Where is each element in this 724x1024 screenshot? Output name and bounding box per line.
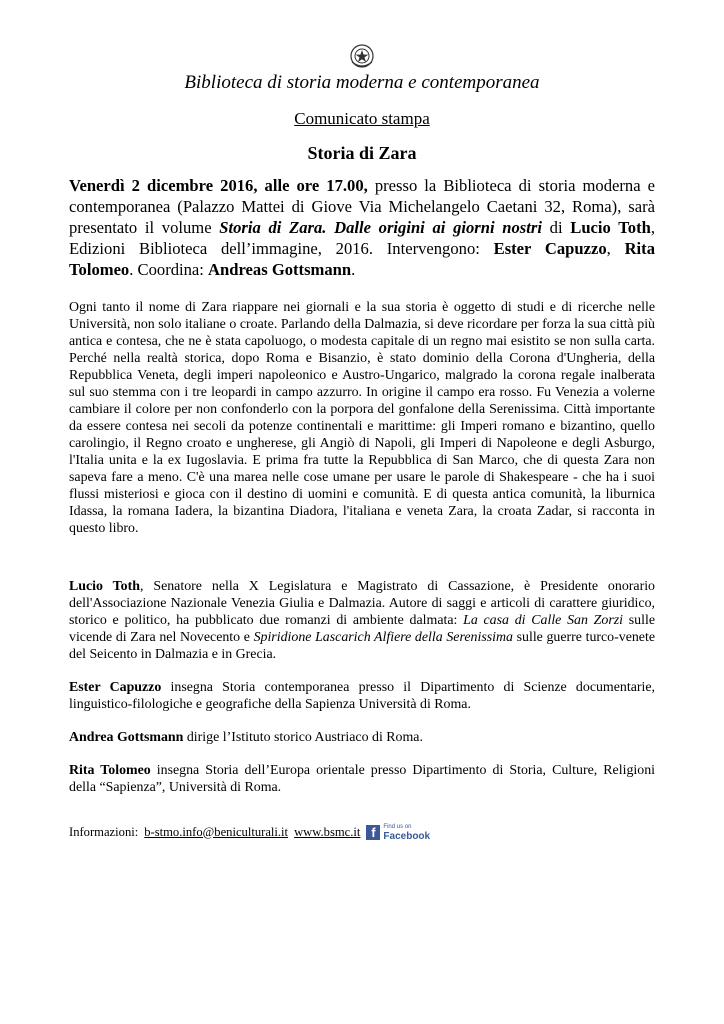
library-name: Biblioteca di storia moderna e contemporanea — [184, 72, 540, 93]
email-link[interactable]: b-stmo.info@beniculturali.it — [144, 824, 289, 839]
lead-end: . — [351, 260, 356, 279]
info-label: Informazioni: — [69, 824, 139, 839]
bio-gottsmann-name: Andrea Gottsmann — [69, 730, 184, 745]
italian-republic-emblem-icon — [348, 42, 376, 70]
lead-text-3: , Edizioni Biblioteca dell’immagine, 2016. Intervengono: — [69, 218, 655, 258]
facebook-link[interactable] — [366, 823, 430, 841]
author-name: Lucio Toth — [570, 218, 651, 237]
novel-2-title: Spiridione Lascarich Alfiere della Serenissima — [253, 630, 513, 645]
facebook-badge-text — [383, 823, 430, 841]
bio-gottsmann — [69, 729, 655, 746]
coordinator-name: Andreas Gottsmann — [208, 260, 352, 279]
page-title: Storia di Zara — [307, 143, 417, 163]
bio-tolomeo-name: Rita Tolomeo — [69, 763, 151, 778]
book-title: Storia di Zara. Dalle origini ai giorni nostri — [219, 218, 542, 237]
press-release-label: Comunicato stampa — [294, 109, 430, 128]
press-release-page — [69, 42, 655, 841]
facebook-small-label: Find us on — [383, 824, 412, 830]
bio-toth-text-2: sulle vicende di Zara nel Novecento e — [69, 613, 655, 645]
bio-toth — [69, 578, 655, 663]
bio-tolomeo — [69, 762, 655, 796]
lead-text-4: . Coordina: — [129, 260, 209, 279]
facebook-big-label: Facebook — [383, 831, 431, 842]
description-paragraph: Ogni tanto il nome di Zara riappare nei giornali e la sua storia è oggetto di studi e di ricerche nelle Università, non solo italiane o croate. Parlando della Dalmazia, si deve ricordare per forza la sua città più antica e contesa, che ne è stata capoluogo, o modesta capitale di un regno mai esistito se non sulla carta. Perché nella realtà storica, dopo Roma e Bisanzio, è stato dominio della Corona d'Ungheria, della Repubblica Veneta, degli imperi napoleonico e Austro-Ungarico, malgrado la corona regale inalberata sul suo stemma con i tre leopardi in campo azzurro. In origine il campo era rosso. Fu Venezia a volerne cambiare il colore per non confonderlo con la porpora del gonfalone della Serenissima. Città importante da essere contesa nei secoli da potenze continentali e marittime: gli Imperi romano e bizantino, quello carolingio, il Regno croato e ungherese, gli Angiò di Napoli, gli Imperi di Napoleone e degli Asburgo, l'Italia unita e la ex Iugoslavia. E prima fra tutte la Repubblica di San Marco, che di questa Zara non sapeva fare a meno. C'è una marea nelle cose umane per usare le parole di Shakespeare - che ha i suoi flussi misteriosi e gioca con il destino di uomini e comunità. E di questa antica comunità, la liburnica Idassa, la romana Iadera, la bizantina Diadora, l'italiana e veneta Zara, la croata Zadar, si racconta in questo libro. — [69, 300, 655, 536]
novel-1-title: La casa di Calle San Zorzi — [463, 613, 624, 628]
speaker-2: Rita Tolomeo — [69, 239, 655, 279]
bio-capuzzo — [69, 679, 655, 713]
lead-paragraph — [69, 175, 655, 280]
lead-separator: , — [606, 239, 625, 258]
bio-toth-name: Lucio Toth — [69, 579, 140, 594]
bio-capuzzo-text: insegna Storia contemporanea presso il Dipartimento di Scienze documentarie, linguistico-filologiche e geografiche della Sapienza Università di Roma. — [69, 680, 655, 712]
lead-text-1: presso la Biblioteca di storia moderna e contemporanea (Palazzo Mattei di Giove Via Michelangelo Caetani 32, Roma), sarà presentato il volume — [69, 176, 655, 237]
bio-gottsmann-text: dirige l’Istituto storico Austriaco di Roma. — [183, 730, 423, 745]
bio-toth-text-3: sulle guerre turco-venete del Seicento in Dalmazia e in Grecia. — [69, 630, 655, 662]
speaker-1: Ester Capuzzo — [493, 239, 607, 258]
bio-tolomeo-text: insegna Storia dell’Europa orientale presso Dipartimento di Storia, Culture, Religioni della “Sapienza”, Università di Roma. — [69, 763, 655, 795]
contact-info — [69, 823, 655, 841]
press-release-heading — [69, 109, 655, 129]
website-link[interactable]: www.bsmc.it — [294, 824, 361, 839]
facebook-icon: f — [366, 825, 380, 840]
bio-toth-text-1: , Senatore nella X Legislatura e Magistrato di Cassazione, è Presidente onorario dell'Associazione Nazionale Venezia Giulia e Dalmazia. Autore di saggi e articoli di carattere giuridico, storico e politico, ha pubblicato due romanzi di ambiente dalmata: — [69, 579, 655, 628]
event-date: Venerdì 2 dicembre 2016, alle ore 17.00, — [69, 176, 368, 195]
lead-text-2: di — [541, 218, 571, 237]
bio-capuzzo-name: Ester Capuzzo — [69, 680, 162, 695]
